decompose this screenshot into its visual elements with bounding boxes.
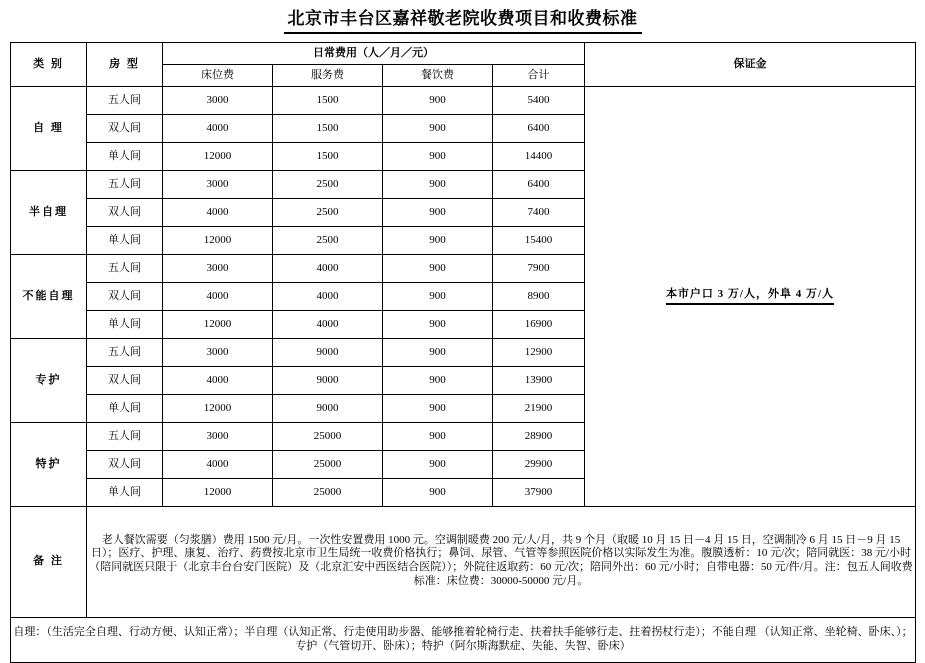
deposit-value: 本市户口 3 万/人，外阜 4 万/人 — [666, 288, 834, 306]
header-total-fee: 合计 — [493, 65, 585, 87]
bed-fee-cell: 12000 — [163, 395, 273, 423]
bed-fee-cell: 3000 — [163, 423, 273, 451]
room-type-cell: 双人间 — [87, 451, 163, 479]
room-type-cell: 单人间 — [87, 479, 163, 507]
bed-fee-cell: 4000 — [163, 367, 273, 395]
header-meal-fee: 餐饮费 — [383, 65, 493, 87]
notes-paragraph-1: 老人餐饮需要（匀浆膳）费用 1500 元/月。一次性安置费用 1000 元。空调制暖费 200 元/人/月，共 9 个月（取暖 10 月 15 日－4 月 15 日，空调制冷 6 月 15 日－9 月 15 日）；医疗、护理、康复、治疗、药费按北京市卫生局统一收费价格执行；鼻饲、尿管、气管等参照医院价格以实际发生为准。腹膜透析：10 元/次；陪同就医：38 元/小时（陪同就医只限于（北京丰台台安门医院）及（北京汇安中西医结合医院））；外院往返取药：60 元/次；陪同外出：60 元/小时；自带电器：50 元/件/月。注：包五人间收费标准：床位费：30000-50000 元/月。 — [89, 533, 913, 587]
meal-fee-cell: 900 — [383, 339, 493, 367]
fee-table — [10, 42, 916, 663]
meal-fee-cell: 900 — [383, 367, 493, 395]
meal-fee-cell: 900 — [383, 479, 493, 507]
room-type-cell: 五人间 — [87, 255, 163, 283]
service-fee-cell: 1500 — [273, 87, 383, 115]
total-fee-cell: 7400 — [493, 199, 585, 227]
notes-row-2 — [11, 618, 916, 663]
header-room-type: 房 型 — [87, 43, 163, 87]
service-fee-cell: 4000 — [273, 255, 383, 283]
bed-fee-cell: 12000 — [163, 227, 273, 255]
deposit-cell — [585, 87, 916, 507]
category-cell: 不能自理 — [11, 255, 87, 339]
room-type-cell: 双人间 — [87, 115, 163, 143]
total-fee-cell: 7900 — [493, 255, 585, 283]
room-type-cell: 单人间 — [87, 311, 163, 339]
total-fee-cell: 16900 — [493, 311, 585, 339]
bed-fee-cell: 3000 — [163, 255, 273, 283]
meal-fee-cell: 900 — [383, 311, 493, 339]
page-title: 北京市丰台区嘉祥敬老院收费项目和收费标准 — [284, 8, 642, 34]
service-fee-cell: 9000 — [273, 395, 383, 423]
service-fee-cell: 9000 — [273, 367, 383, 395]
bed-fee-cell: 4000 — [163, 283, 273, 311]
notes-row — [11, 507, 916, 618]
total-fee-cell: 21900 — [493, 395, 585, 423]
table-header-row-1 — [11, 43, 916, 65]
header-service-fee: 服务费 — [273, 65, 383, 87]
meal-fee-cell: 900 — [383, 115, 493, 143]
total-fee-cell: 28900 — [493, 423, 585, 451]
total-fee-cell: 37900 — [493, 479, 585, 507]
meal-fee-cell: 900 — [383, 283, 493, 311]
service-fee-cell: 9000 — [273, 339, 383, 367]
header-daily-fee-group: 日常费用（人／月／元） — [163, 43, 585, 65]
total-fee-cell: 15400 — [493, 227, 585, 255]
total-fee-cell: 12900 — [493, 339, 585, 367]
notes-paragraph-2: 自理：（生活完全自理、行动方便、认知正常）；半自理（认知正常、行走使用助步器、能够推着轮椅行走、扶着扶手能够行走、拄着拐杖行走）；不能自理 （认知正常、坐轮椅、卧床、）；专护（气管切开、卧床）；特护（阿尔斯海默症、失能、失智、卧床） — [13, 626, 913, 652]
category-cell: 自 理 — [11, 87, 87, 171]
category-cell: 专护 — [11, 339, 87, 423]
notes-body-2 — [11, 618, 916, 663]
room-type-cell: 五人间 — [87, 423, 163, 451]
bed-fee-cell: 3000 — [163, 339, 273, 367]
notes-body — [87, 507, 916, 618]
room-type-cell: 五人间 — [87, 87, 163, 115]
category-cell: 半自理 — [11, 171, 87, 255]
bed-fee-cell: 12000 — [163, 143, 273, 171]
room-type-cell: 双人间 — [87, 199, 163, 227]
room-type-cell: 五人间 — [87, 339, 163, 367]
service-fee-cell: 2500 — [273, 227, 383, 255]
total-fee-cell: 29900 — [493, 451, 585, 479]
category-cell: 特护 — [11, 423, 87, 507]
bed-fee-cell: 4000 — [163, 115, 273, 143]
service-fee-cell: 4000 — [273, 311, 383, 339]
bed-fee-cell: 12000 — [163, 479, 273, 507]
room-type-cell: 五人间 — [87, 171, 163, 199]
bed-fee-cell: 4000 — [163, 199, 273, 227]
meal-fee-cell: 900 — [383, 143, 493, 171]
room-type-cell: 双人间 — [87, 283, 163, 311]
room-type-cell: 单人间 — [87, 395, 163, 423]
room-type-cell: 单人间 — [87, 227, 163, 255]
room-type-cell: 双人间 — [87, 367, 163, 395]
service-fee-cell: 25000 — [273, 451, 383, 479]
total-fee-cell: 6400 — [493, 171, 585, 199]
header-category: 类 别 — [11, 43, 87, 87]
meal-fee-cell: 900 — [383, 227, 493, 255]
total-fee-cell: 14400 — [493, 143, 585, 171]
notes-label: 备 注 — [11, 507, 87, 618]
service-fee-cell: 2500 — [273, 171, 383, 199]
bed-fee-cell: 3000 — [163, 87, 273, 115]
title-container — [0, 8, 925, 34]
service-fee-cell: 25000 — [273, 423, 383, 451]
header-bed-fee: 床位费 — [163, 65, 273, 87]
meal-fee-cell: 900 — [383, 255, 493, 283]
header-deposit-group: 保证金 — [585, 43, 916, 87]
total-fee-cell: 5400 — [493, 87, 585, 115]
service-fee-cell: 2500 — [273, 199, 383, 227]
service-fee-cell: 4000 — [273, 283, 383, 311]
meal-fee-cell: 900 — [383, 199, 493, 227]
meal-fee-cell: 900 — [383, 395, 493, 423]
bed-fee-cell: 3000 — [163, 171, 273, 199]
bed-fee-cell: 12000 — [163, 311, 273, 339]
total-fee-cell: 6400 — [493, 115, 585, 143]
table-row — [11, 87, 916, 115]
total-fee-cell: 8900 — [493, 283, 585, 311]
room-type-cell: 单人间 — [87, 143, 163, 171]
service-fee-cell: 1500 — [273, 115, 383, 143]
meal-fee-cell: 900 — [383, 423, 493, 451]
meal-fee-cell: 900 — [383, 451, 493, 479]
service-fee-cell: 1500 — [273, 143, 383, 171]
service-fee-cell: 25000 — [273, 479, 383, 507]
meal-fee-cell: 900 — [383, 87, 493, 115]
bed-fee-cell: 4000 — [163, 451, 273, 479]
meal-fee-cell: 900 — [383, 171, 493, 199]
total-fee-cell: 13900 — [493, 367, 585, 395]
